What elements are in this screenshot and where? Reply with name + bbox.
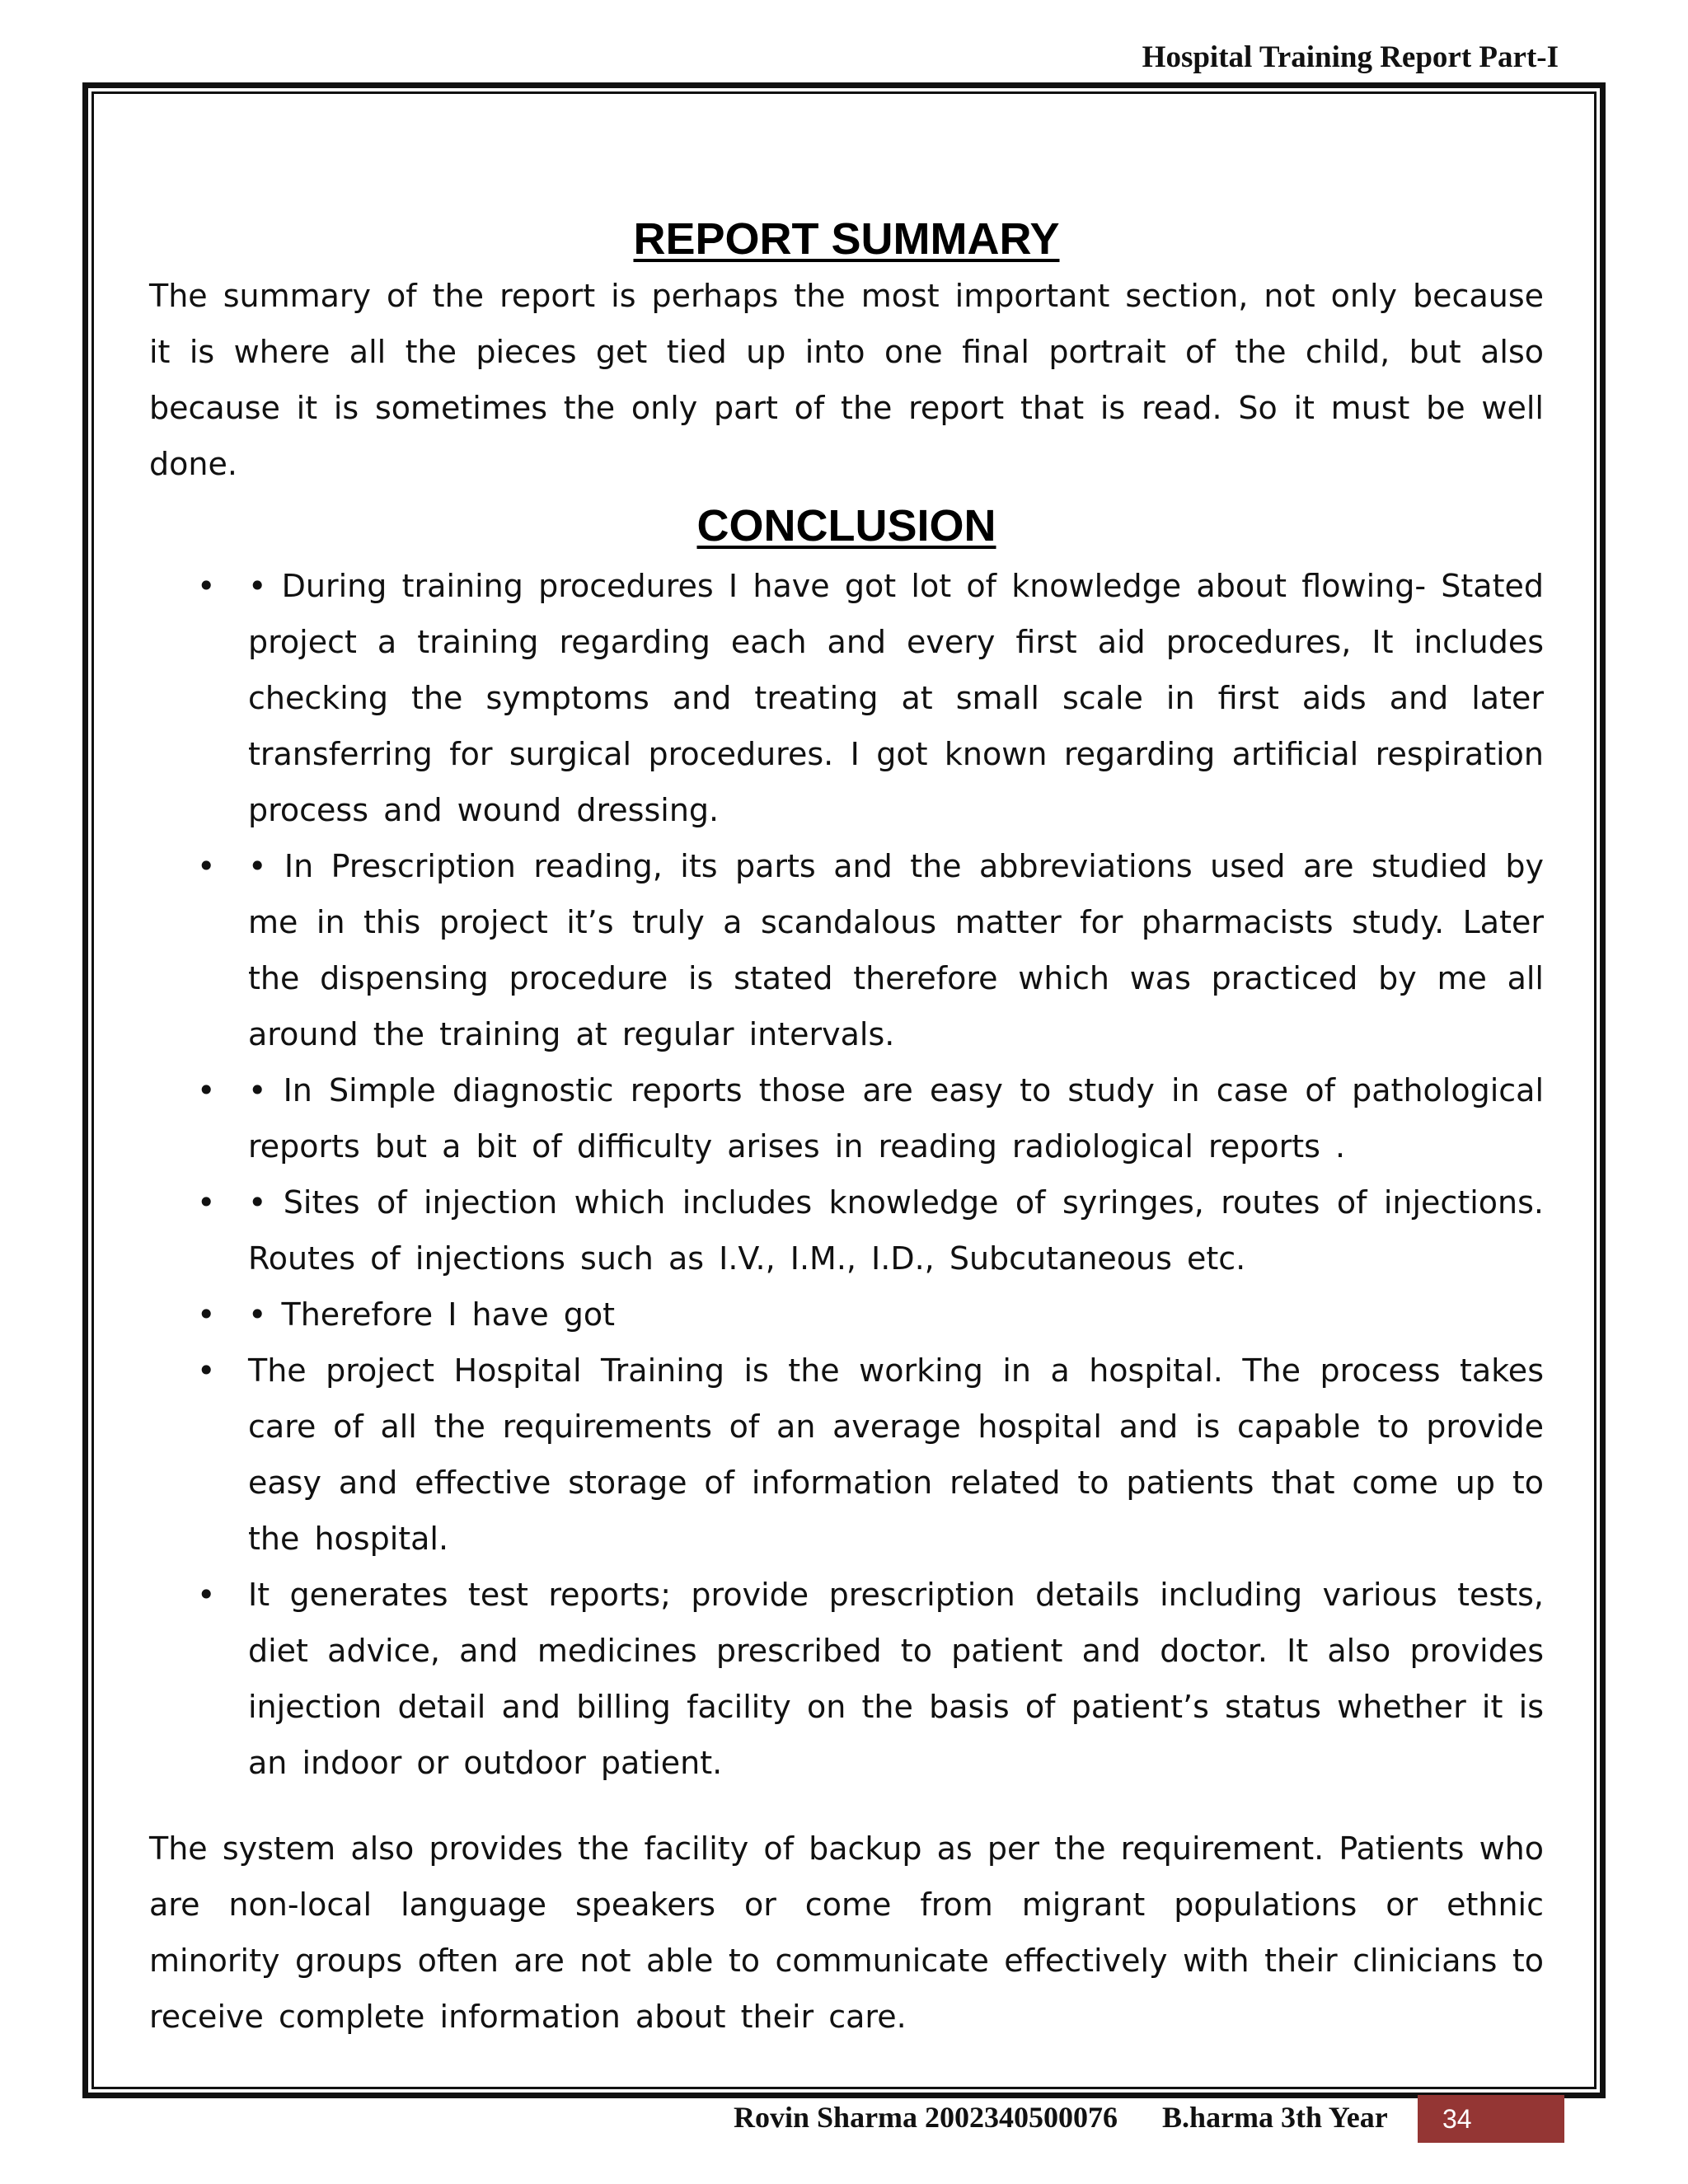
bullet-icon: • — [197, 1296, 216, 1333]
bullet-icon: • — [197, 1184, 216, 1221]
footer-author-line — [734, 2100, 1388, 2135]
list-item-text: The project Hospital Training is the working in a hospital. The process takes care of all the requirements of an average hospital and is capable to provide easy and effective storage of information related to patients that come up to the hospital. — [248, 1352, 1544, 1558]
closing-paragraph: The system also provides the facility of backup as per the requirement. Patients who are non-local language speakers or come from migrant populations or ethnic minority groups often are not able to communicate effectively with their clinicians to receive complete information about their care. — [149, 1830, 1544, 2036]
bullet-icon: • — [197, 1072, 216, 1109]
summary-paragraph: The summary of the report is perhaps the most important section, not only because it is where all the pieces get tied up into one final portrait of the child, but also because it is sometimes the only part of the report that is read. So it must be well done. — [149, 278, 1544, 483]
list-item-text: • In Prescription reading, its parts and the abbreviations used are studied by me in this project it’s truly a scandalous matter for pharmacists study. Later the dispensing procedure is stated therefore which was practiced by me all around the training at regular intervals. — [248, 848, 1544, 1053]
list-item-text: • Therefore I have got — [248, 1296, 616, 1333]
running-header: Hospital Training Report Part-I — [1142, 40, 1559, 74]
list-item — [149, 1062, 1544, 1174]
list-item-text: • During training procedures I have got lot of knowledge about flowing- Stated project a training regarding each and every first aid procedures, It includes checking the symptoms and treating at small scale in first aids and later transferring for surgical procedures. I got known regarding artificial respiration process and wound dressing. — [248, 568, 1544, 829]
bullet-icon: • — [197, 848, 216, 885]
list-item — [149, 838, 1544, 1062]
list-item — [149, 1567, 1544, 1791]
list-item — [149, 1343, 1544, 1567]
conclusion-heading: CONCLUSION — [696, 501, 996, 551]
footer-author: Rovin Sharma 2002340500076 — [734, 2101, 1118, 2134]
bullet-icon: • — [197, 1352, 216, 1390]
list-item-text: • Sites of injection which includes knowledge of syringes, routes of injections. Routes of injections such as I.V., I.M., I.D., Subcutaneous etc. — [248, 1184, 1544, 1277]
report-summary-heading: REPORT SUMMARY — [633, 214, 1060, 264]
conclusion-list — [149, 558, 1544, 1791]
list-item — [149, 1286, 1544, 1343]
bullet-icon: • — [197, 568, 216, 605]
list-item-text: It generates test reports; provide prescription details including various tests, diet advice, and medicines prescribed to patient and doctor. It also provides injection detail and billing facility on the basis of patient’s status whether it is an indoor or outdoor patient. — [248, 1577, 1544, 1782]
list-item — [149, 558, 1544, 838]
footer-course: B.harma 3th Year — [1162, 2101, 1388, 2134]
bullet-icon: • — [197, 1577, 216, 1614]
page-number-badge — [1418, 2095, 1564, 2143]
list-item — [149, 1174, 1544, 1286]
list-item-text: • In Simple diagnostic reports those are easy to study in case of pathological reports but a bit of difficulty arises in reading radiological reports . — [248, 1072, 1544, 1165]
page-content — [149, 210, 1544, 2045]
page-number: 34 — [1442, 2104, 1472, 2134]
